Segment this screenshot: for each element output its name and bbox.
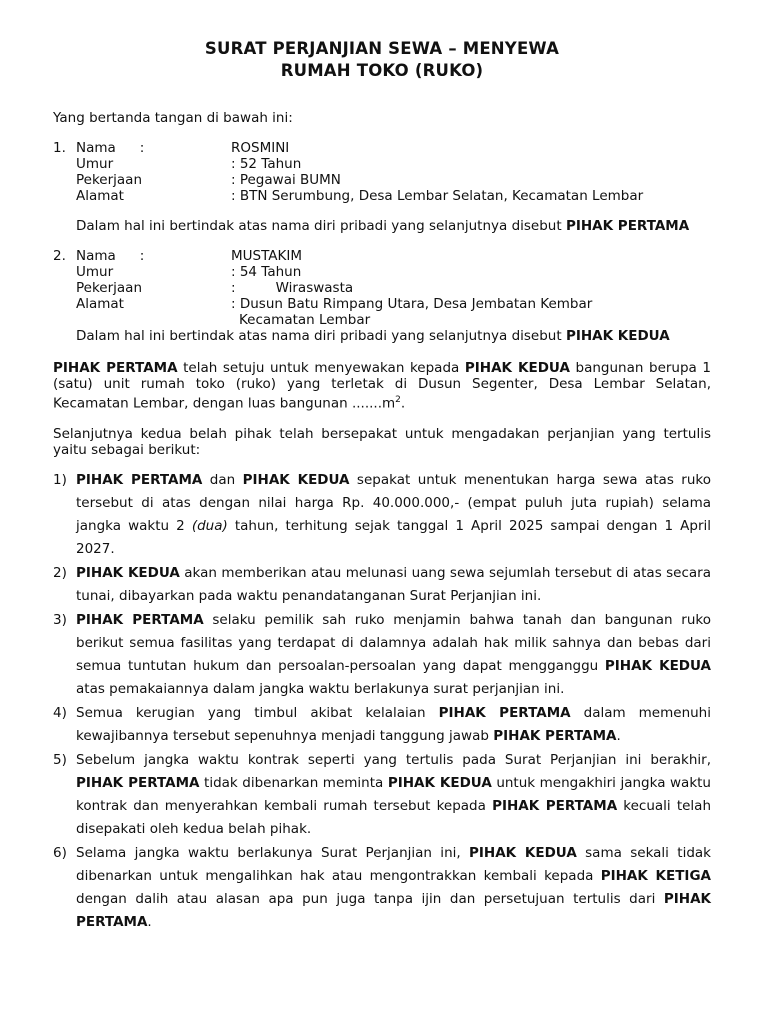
clause-text: Sebelum jangka waktu kontrak seperti yang tertulis pada Surat Perjanjian ini berakhir, PIHAK PERTAMA tidak dibenarkan meminta PIHAK KEDUA untuk mengakhiri jangka waktu kontrak dan menyerahkan kembali rumah tersebut kepada PIHAK PERTAMA kecuali telah disepakati oleh kedua belah pihak.	[76, 751, 712, 837]
title-line-1: SURAT PERJANJIAN SEWA – MENYEWA	[204, 39, 560, 58]
clause-text: Semua kerugian yang timbul akibat kelalaian PIHAK PERTAMA dalam memenuhi kewajibannya tersebut sepenuhnya menjadi tanggung jawab PIHAK PERTAMA.	[76, 704, 711, 744]
party-1-number: 1.	[53, 140, 66, 156]
clause-text: Selama jangka waktu berlakunya Surat Perjanjian ini, PIHAK KEDUA sama sekali tidak dibenarkan untuk mengalihkan hak atau mengontrakkan kembali kepada PIHAK KETIGA dengan dalih atau alasan apa pun juga tanpa ijin dan persetujuan tertulis dari PIHAK PERTAMA.	[76, 844, 711, 930]
party-1-role: Dalam hal ini bertindak atas nama diri pribadi yang selanjutnya disebut PIHAK PERTAMA	[76, 218, 690, 234]
clause-number: 3)	[53, 611, 67, 628]
clause-item	[53, 562, 711, 608]
clause-list	[53, 469, 711, 934]
party-2-umur-value: : 54 Tahun	[231, 264, 302, 280]
party-1-nama-label: Nama :	[76, 140, 145, 156]
clause-item	[53, 842, 711, 934]
clause-text: PIHAK KEDUA akan memberikan atau melunasi uang sewa sejumlah tersebut di atas secara tunai, dibayarkan pada waktu penandatanganan Surat Perjanjian ini.	[76, 564, 711, 604]
party-2-number: 2.	[53, 248, 66, 264]
party-2-alamat-label: Alamat	[76, 296, 124, 312]
party-2-role: Dalam hal ini bertindak atas nama diri pribadi yang selanjutnya disebut PIHAK KEDUA	[76, 328, 670, 344]
party-1-nama-value: ROSMINI	[231, 140, 290, 156]
party-1-alamat-value: : BTN Serumbung, Desa Lembar Selatan, Kecamatan Lembar	[231, 188, 644, 204]
party-2-pekerjaan-value: : Wiraswasta	[231, 280, 354, 296]
clause-number: 5)	[53, 751, 67, 768]
party-2-block	[53, 248, 711, 344]
clause-text: PIHAK PERTAMA selaku pemilik sah ruko menjamin bahwa tanah dan bangunan ruko berikut semua fasilitas yang terdapat di dalamnya adalah hak milik sahnya dan bebas dari semua tuntutan hukum dan persoalan-persoalan yang dapat mengganggu PIHAK KEDUA atas pemakaiannya dalam jangka waktu berlakunya surat perjanjian ini.	[76, 611, 711, 697]
party-2-nama-label: Nama :	[76, 248, 145, 264]
party-2-umur-label: Umur	[76, 264, 114, 280]
party-1-alamat-label: Alamat	[76, 188, 124, 204]
clause-text: PIHAK PERTAMA dan PIHAK KEDUA sepakat untuk menentukan harga sewa atas ruko tersebut di atas dengan nilai harga Rp. 40.000.000,- (empat puluh juta rupiah) selama jangka waktu 2 (dua) tahun, terhitung sejak tanggal 1 April 2025 sampai dengan 1 April 2027.	[76, 471, 711, 557]
party-1-umur-value: : 52 Tahun	[231, 156, 302, 172]
party-1-umur-label: Umur	[76, 156, 114, 172]
document-title	[53, 38, 711, 82]
clause-item	[53, 749, 711, 841]
party-1-block	[53, 140, 711, 234]
party-1-pekerjaan-value: : Pegawai BUMN	[231, 172, 341, 188]
intro-text: Yang bertanda tangan di bawah ini:	[53, 110, 293, 126]
clause-item	[53, 609, 711, 701]
party-2-alamat-value: : Dusun Batu Rimpang Utara, Desa Jembatan Kembar Kecamatan Lembar	[231, 296, 593, 328]
clause-item	[53, 469, 711, 561]
party-2-nama-value: MUSTAKIM	[231, 248, 303, 264]
clause-number: 2)	[53, 564, 67, 581]
party-2-pekerjaan-label: Pekerjaan	[76, 280, 143, 296]
agreement-paragraph-1: PIHAK PERTAMA telah setuju untuk menyewakan kepada PIHAK KEDUA bangunan berupa 1 (satu) unit rumah toko (ruko) yang terletak di Dusun Segenter, Desa Lembar Selatan, Kecamatan Lembar, dengan luas bangunan $.......m^2$.	[53, 360, 711, 412]
party-1-pekerjaan-label: Pekerjaan	[76, 172, 143, 188]
clause-item	[53, 702, 711, 748]
clause-number: 1)	[53, 471, 67, 488]
clause-number: 6)	[53, 844, 67, 861]
agreement-paragraph-2: Selanjutnya kedua belah pihak telah bersepakat untuk mengadakan perjanjian yang tertulis yaitu sebagai berikut:	[53, 425, 711, 458]
clause-number: 4)	[53, 704, 67, 721]
title-line-2: RUMAH TOKO (RUKO)	[280, 61, 484, 80]
